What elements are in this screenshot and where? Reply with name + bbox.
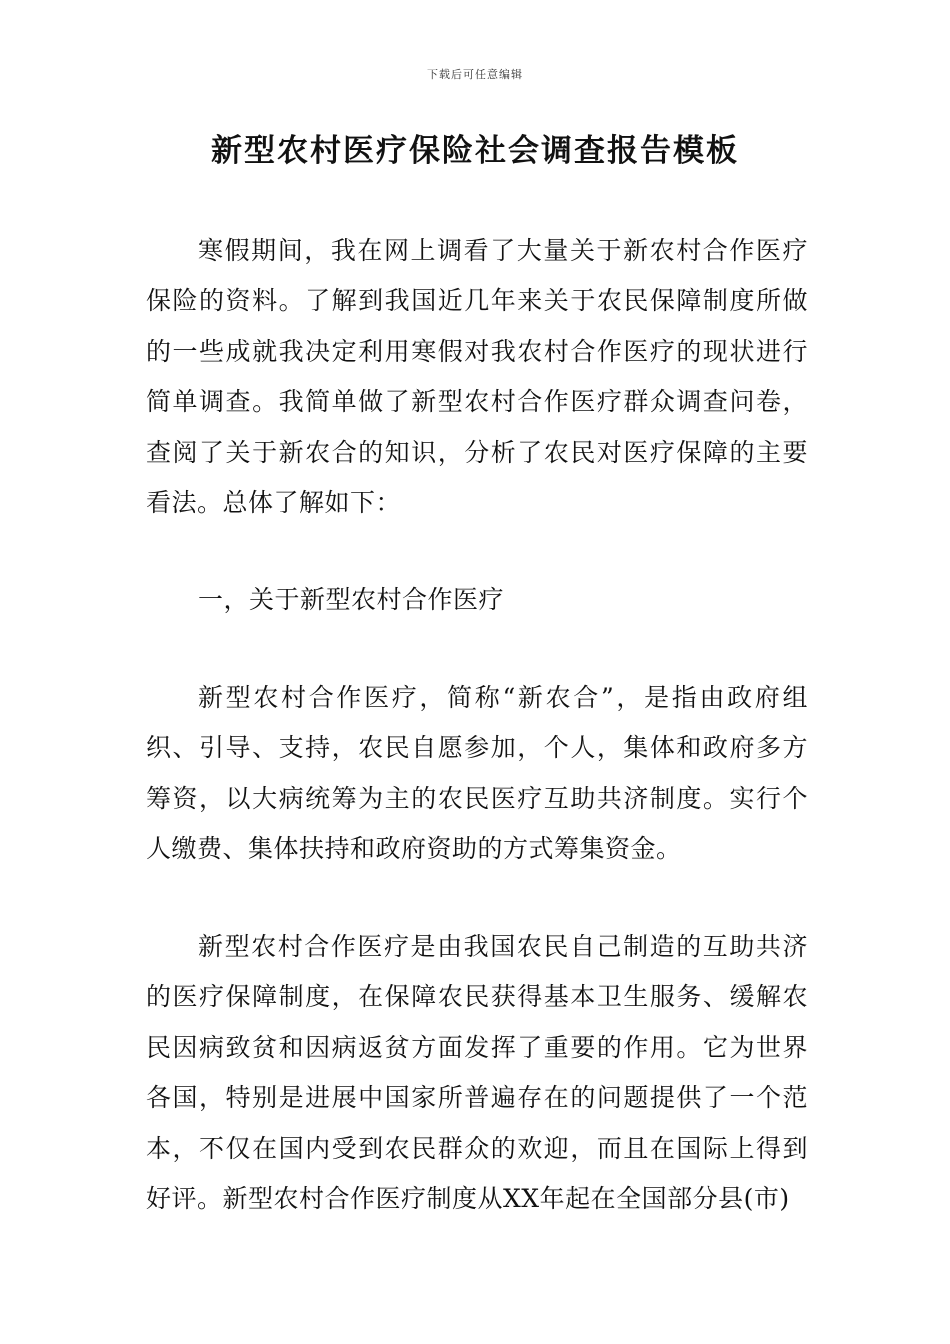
paragraph-significance: 新型农村合作医疗是由我国农民自己制造的互助共济的医疗保障制度，在保障农民获得基本卫生服务、缓解农民因病致贫和因病返贫方面发挥了重要的作用。它为世界各国，特别是进展中国家所普遍存在的问题提供了一个范本，不仅在国内受到农民群众的欢迎，而且在国际上得到好评。新型农村合作医疗制度从XX年起在全国部分县(市)	[146, 932, 808, 1214]
header-note: 下载后可任意编辑	[427, 68, 523, 81]
section-heading: 一，关于新型农村合作医疗	[198, 585, 505, 614]
paragraph-definition: 新型农村合作医疗，简称“新农合”，是指由政府组织、引导、支持，农民自愿参加，个人，集体和政府多方筹资，以大病统筹为主的农民医疗互助共济制度。实行个人缴费、集体扶持和政府资助的方式筹集资金。	[146, 683, 808, 864]
document-title: 新型农村医疗保险社会调查报告模板	[211, 133, 739, 169]
paragraph-intro: 寒假期间，我在网上调看了大量关于新农村合作医疗保险的资料。了解到我国近几年来关于农民保障制度所做的一些成就我决定利用寒假对我农村合作医疗的现状进行简单调查。我简单做了新型农村合作医疗群众调查问卷，查阅了关于新农合的知识，分析了农民对医疗保障的主要看法。总体了解如下：	[146, 236, 808, 518]
